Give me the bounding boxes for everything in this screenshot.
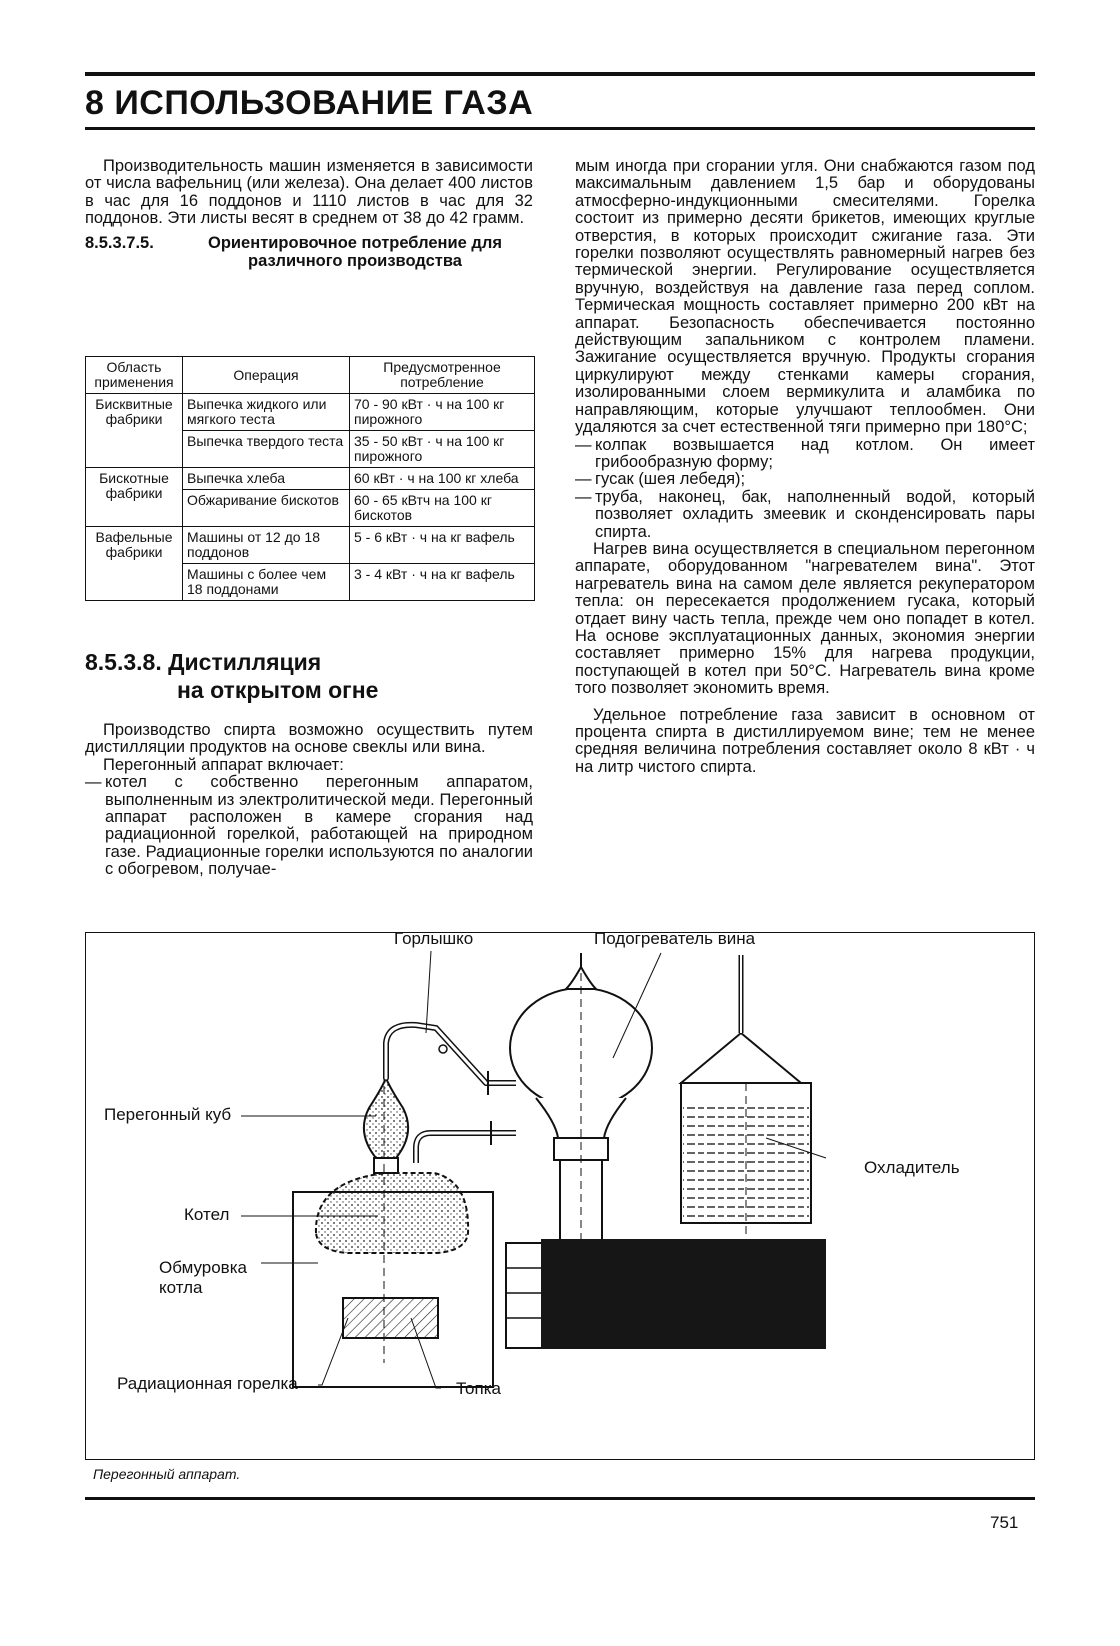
table-cell-operation: Машины с более чем 18 поддонами	[183, 564, 350, 601]
table-cell-operation: Выпечка жидкого или мягкого теста	[183, 394, 350, 431]
label-boiler: Котел	[184, 1205, 230, 1224]
list-item-text: котел с собственно перегонным аппаратом, выполненным из электролитической меди. Перегонный аппарат расположен в камере сгорания над радиационной горелкой, работающей на природном газе. Радиационные горелки используются по аналогии с обогревом, получае-	[105, 773, 533, 879]
page-number: 751	[990, 1513, 1019, 1532]
table-row	[86, 527, 535, 564]
label-lining	[159, 1258, 247, 1298]
top-rule	[85, 72, 1035, 76]
paragraph: Удельное потребление газа зависит в основном от процента спирта в дистиллируемом вине; тем не менее средняя величина потребления составляет около 8 кВт · ч на литр чистого спирта.	[575, 705, 1035, 776]
cooler-roof	[681, 1033, 801, 1083]
subsection-number: 8.5.3.7.5.	[85, 233, 154, 252]
boiler-shape	[316, 1173, 468, 1253]
section-title-line1: Дистилляция	[168, 649, 322, 675]
section-paragraph: Производство спирта возможно осуществить путем дистилляции продуктов на основе свеклы или вина.	[85, 721, 533, 757]
figure-frame	[85, 929, 1035, 1460]
table-header-cell: Предусмотренное потребление	[350, 357, 535, 394]
subsection-title: Ориентировочное потребление для различного производства	[208, 233, 502, 270]
list-item	[575, 489, 1035, 541]
label-cooler: Охладитель	[864, 1158, 960, 1177]
label-firebox: Топка	[456, 1379, 501, 1398]
footer-rule	[85, 1497, 1035, 1500]
table-cell-operation: Выпечка хлеба	[183, 468, 350, 490]
figure-caption: Перегонный аппарат.	[93, 1466, 241, 1482]
right-column	[575, 158, 1035, 776]
label-still: Перегонный куб	[104, 1105, 232, 1124]
table-cell-value: 60 кВт · ч на 100 кг хлеба	[350, 468, 535, 490]
subsection-heading	[85, 234, 533, 270]
continued-paragraph: мым иногда при сгорании угля. Они снабжаются газом под максимальным давлением 1,5 бар и оборудованы атмосферно-индукционными смесителями. Горелка состоит из примерно десяти брикетов, имеющих круглые отверстия, в которых происходит сжигание газа. Эти горелки позволяют осуществлять равномерный нагрев без термической энергии. Регулирование осуществляется вручную, воздействуя на давление газа перед соплом. Термическая мощность составляет примерно 200 кВт на аппарат. Безопасность обеспечивается постоянно действующим запальником с контролем пламени. Зажигание осуществляется вручную. Продукты сгорания циркулируют между стенками камеры сгорания, изолированными слоем вермикулита и аламбика по направляющим, которые улучшают теплообмен. Они удаляются за счет естественной тяги примерно при 180°С;	[575, 157, 1035, 437]
intro-paragraph: Производительность машин изменяется в зависимости от числа вафельниц (или железа). Она делает 400 листов в час для 16 поддонов и 1110 листов в час для 32 поддонов. Эти листы весят в среднем от 38 до 42 грамм.	[85, 157, 533, 228]
left-column-top	[85, 158, 533, 270]
radiant-burner	[343, 1298, 438, 1338]
still-collar	[374, 1158, 398, 1173]
dash-marker: —	[575, 470, 592, 489]
list-item	[575, 437, 1035, 472]
left-column-bottom	[85, 722, 533, 879]
table-cell-area: Бисквитные фабрики	[86, 394, 183, 468]
header-rule	[85, 127, 1035, 130]
table-cell-operation: Обжаривание бискотов	[183, 490, 350, 527]
list-item	[575, 471, 1035, 488]
table-cell-operation: Машины от 12 до 18 поддонов	[183, 527, 350, 564]
list-item-text: колпак возвышается над котлом. Он имеет грибообразную форму;	[595, 435, 1035, 471]
section-title-line2: на открытом огне	[177, 677, 379, 703]
table-cell-value: 3 - 4 кВт · ч на кг вафель	[350, 564, 535, 601]
table-header-cell: Область применения	[86, 357, 183, 394]
list-item-text: гусак (шея лебедя);	[595, 470, 746, 489]
table-cell-value: 70 - 90 кВт · ч на 100 кг пирожного	[350, 394, 535, 431]
dash-marker: —	[85, 773, 102, 792]
label-neck: Горлышко	[394, 929, 474, 948]
dash-marker: —	[575, 487, 592, 506]
list-item-text: труба, наконец, бак, наполненный водой, который позволяет охладить змеевик и сконденсировать пары спирта.	[595, 487, 1035, 541]
section-paragraph: Перегонный аппарат включает:	[103, 755, 344, 774]
table-header-row	[86, 357, 535, 394]
table-cell-value: 60 - 65 кВтч на 100 кг бискотов	[350, 490, 535, 527]
table-cell-value: 5 - 6 кВт · ч на кг вафель	[350, 527, 535, 564]
label-burner: Радиационная горелка	[117, 1374, 298, 1393]
section-heading-line1	[85, 648, 533, 676]
table-row	[86, 468, 535, 490]
leader-line	[426, 951, 431, 1033]
swan-neck-pipe	[386, 1025, 486, 1083]
table-cell-operation: Выпечка твердого теста	[183, 431, 350, 468]
section-number: 8.5.3.8.	[85, 649, 162, 675]
label-lining-line2: котла	[159, 1278, 203, 1297]
table-cell-value: 35 - 50 кВт · ч на 100 кг пирожного	[350, 431, 535, 468]
consumption-table	[85, 356, 535, 601]
table-header-cell: Операция	[183, 357, 350, 394]
label-wine-heater: Подогреватель вина	[594, 929, 756, 948]
paragraph: Нагрев вина осуществляется в специальном перегонном аппарате, оборудованном "нагревателем вина". Этот нагреватель вина на самом деле является рекуператором тепла: он пересекается продолжением гусака, который отдает вину часть тепла, прежде чем оно попадет в котел. На основе эксплуатационных данных, экономия энергии составляет примерно 15% для нагрева продукции, поступающей в котел при 50°С. Нагреватель вина кроме того позволяет экономить время.	[575, 539, 1035, 698]
section-heading	[85, 648, 533, 704]
label-lining-line1: Обмуровка	[159, 1258, 247, 1277]
valve-icon	[439, 1045, 447, 1053]
table-cell-area: Бискотные фабрики	[86, 468, 183, 527]
page-header: 8 ИСПОЛЬЗОВАНИЕ ГАЗА	[85, 84, 534, 122]
still-bulb	[364, 1078, 408, 1158]
dash-marker: —	[575, 435, 592, 454]
base-block	[541, 1239, 826, 1349]
list-item	[85, 774, 533, 878]
table-cell-area: Вафельные фабрики	[86, 527, 183, 601]
table-row	[86, 394, 535, 431]
